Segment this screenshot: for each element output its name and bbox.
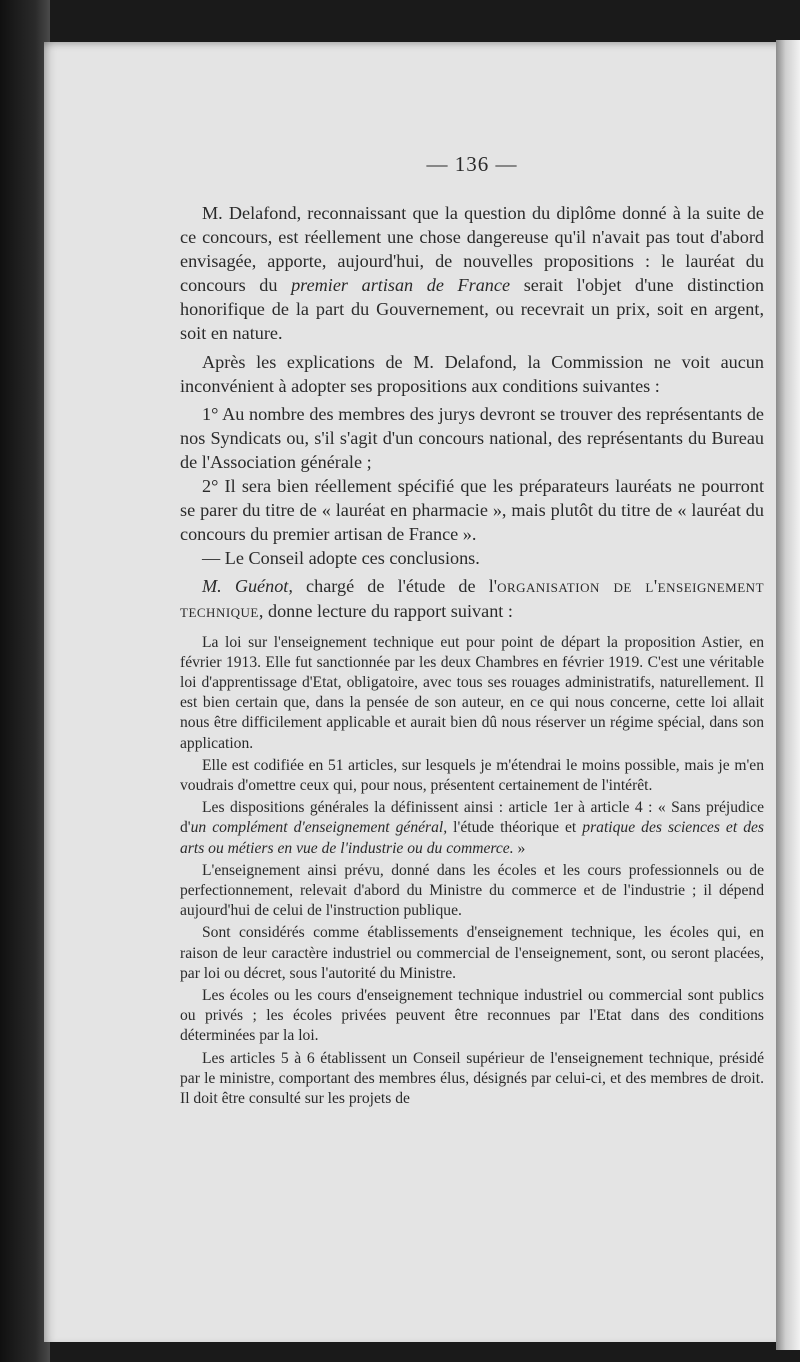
report-paragraph-6: Les écoles ou les cours d'enseignement technique industriel ou commercial sont publics ou privés ; les écoles privées peuvent être reconnues par l'Etat dans des conditions déterminées par la loi. — [180, 987, 764, 1045]
paragraph-conseil-adopte: — Le Conseil adopte ces conclusions. — [202, 548, 480, 569]
paragraph-delafond: M. Delafond, reconnaissant que la question du diplôme donné à la suite de ce concours, est réellement une chose dangereuse qu'il n'avait pas tout d'abord envisagée, apporte, aujourd'hui, de nouvelles propositions : le lauréat du concours du premier artisan de France serait l'objet d'une distinction honorifique de la part du Gouvernement, ou recevrait un prix, soit en argent, soit en nature. — [180, 203, 765, 344]
page-text — [180, 152, 764, 1109]
page-number: — 136 — — [426, 152, 518, 176]
report-paragraph-7: Les articles 5 à 6 établissent un Conseil supérieur de l'enseignement technique, présidé par le ministre, comportant des membres élus, désignés par celui-ci, et des membres de droit. Il doit être consulté sur les projets de — [180, 1049, 764, 1108]
report-paragraph-3: Les dispositions générales la définissent ainsi : article 1er à article 4 : « Sans préjudice d'un complément d'enseignement général, l'étude théorique et pratique des sciences et des arts ou métiers en vue de l'industrie ou du commerce. » — [180, 799, 764, 857]
report-paragraph-4: L'enseignement ainsi prévu, donné dans les écoles et les cours professionnels ou de perfectionnement, relevait d'abord du Ministre du commerce et de l'industrie ; il dépend aujourd'hui de celui de l'instruction publique. — [180, 861, 764, 920]
small-caps-title: organisation de l'enseignement technique — [180, 576, 765, 621]
book-binding — [0, 0, 50, 1362]
condition-2: 2° Il sera bien réellement spécifié que les préparateurs lauréats ne pourront se parer du titre de « lauréat en pharmacie », mais plutôt du titre de « lauréat du concours du premier artisan de France ». — [180, 476, 764, 545]
paragraph-commission: Après les explications de M. Delafond, la Commission ne voit aucun inconvénient à adopter ses propositions aux conditions suivantes : — [180, 351, 764, 396]
paragraph-guenot: M. Guénot, chargé de l'étude de l'organisation de l'enseignement technique, donne lecture du rapport suivant : — [180, 576, 765, 621]
emphasis-pratique: pratique des sciences et des arts ou métiers en vue de l'industrie ou du commerce. — [180, 819, 764, 857]
report-paragraph-1: La loi sur l'enseignement technique eut pour point de départ la proposition Astier, en février 1913. Elle fut sanctionnée par les deux Chambres en février 1919. C'est une véritable loi d'apprentissage d'Etat, obligatoire, avec tous ses rouages administratifs, naturellement. Il est bien certain que, dans la pensée de son auteur, en ce qui nous concerne, cette loi allait nous être difficilement applicable et aurait bien dû nous réserver un régime spécial, dans son application. — [180, 633, 764, 752]
page-edge — [776, 40, 800, 1350]
report-paragraph-5: Sont considérés comme établissements d'enseignement technique, les écoles qui, en raison de leur caractère industriel ou commercial de l'enseignement, sont, ou seront placées, par loi ou décret, sous l'autorité du Ministre. — [180, 924, 764, 982]
emphasis-premier-artisan: premier artisan de France — [291, 275, 511, 296]
spacer — [180, 623, 764, 633]
report-paragraph-2: Elle est codifiée en 51 articles, sur lesquels je m'étendrai le moins possible, mais je m'en voudrais d'omettre ceux qui, pour nous, présentent certainement de l'intérêt. — [180, 756, 764, 795]
condition-1: 1° Au nombre des membres des jurys devront se trouver des représentants de nos Syndicats ou, s'il s'agit d'un concours national, des représentants du Bureau de l'Association générale ; — [180, 403, 764, 472]
emphasis-complement: un complément d'enseignement général, — [190, 819, 448, 837]
emphasis-guenot: M. Guénot, — [202, 576, 293, 597]
